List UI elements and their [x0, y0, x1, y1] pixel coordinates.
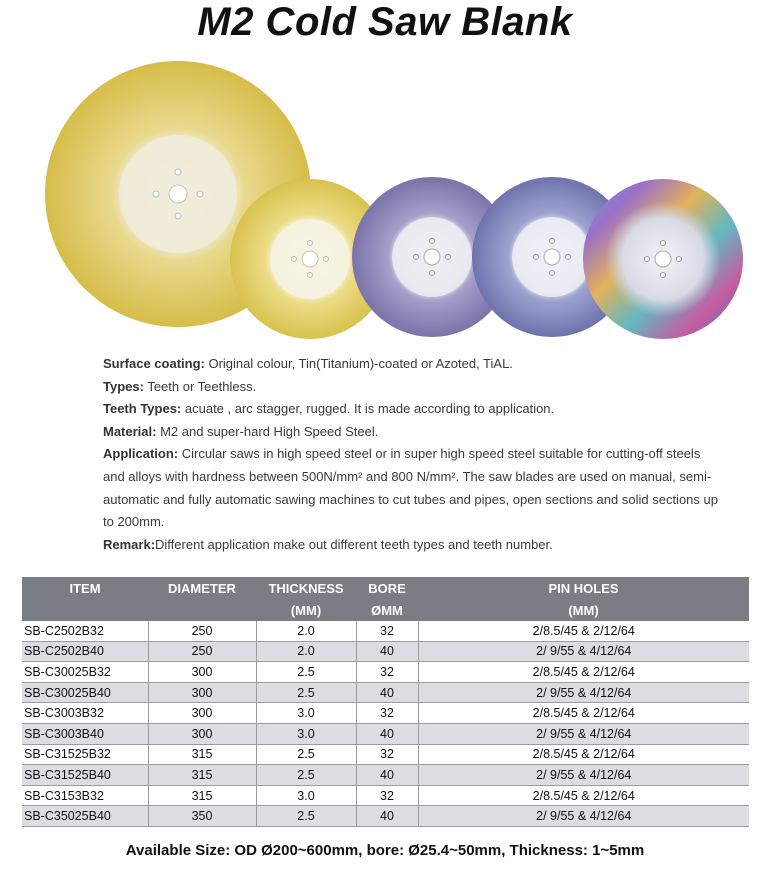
- thickness-cell: 2.5: [256, 682, 356, 703]
- available-size-note: Available Size: OD Ø200~600mm, bore: Ø25.4~50mm, Thickness: 1~5mm: [125, 842, 645, 859]
- item-cell: SB-C3153B32: [22, 785, 148, 806]
- bore-cell: 40: [356, 723, 418, 744]
- thickness-cell: 2.5: [256, 744, 356, 765]
- diameter-cell: 350: [148, 806, 256, 827]
- pin-holes-cell: 2/ 9/55 & 4/12/64: [418, 806, 749, 827]
- diameter-cell: 300: [148, 682, 256, 703]
- thickness-cell: 2.5: [256, 662, 356, 683]
- product-description: [103, 353, 723, 556]
- teeth-types-label: Teeth Types:: [103, 401, 182, 417]
- thickness-cell: 2.0: [256, 641, 356, 662]
- rainbow-blade: [583, 179, 743, 339]
- item-cell: SB-C31525B40: [22, 765, 148, 786]
- application-line: [103, 443, 723, 533]
- table-row: [22, 703, 749, 724]
- teeth-types-text: acuate , arc stagger, rugged. It is made according to application.: [181, 401, 555, 417]
- pin-holes-cell: 2/8.5/45 & 2/12/64: [418, 621, 749, 641]
- thickness-cell: 3.0: [256, 785, 356, 806]
- table-row: [22, 621, 749, 641]
- item-cell: SB-C3003B40: [22, 723, 148, 744]
- teeth-types-line: [103, 398, 723, 421]
- thickness-cell: 2.5: [256, 765, 356, 786]
- item-cell: SB-C35025B40: [22, 806, 148, 827]
- application-label: Application:: [103, 446, 179, 462]
- types-line: [103, 376, 723, 399]
- table-body: [22, 621, 749, 826]
- bore-cell: 32: [356, 662, 418, 683]
- bore-cell: 40: [356, 765, 418, 786]
- header-diameter: DIAMETER: [148, 577, 256, 599]
- surface-coating-text: Original colour, Tin(Titanium)-coated or Azoted, TiAL.: [204, 356, 513, 371]
- item-cell: SB-C2502B40: [22, 641, 148, 662]
- thickness-cell: 3.0: [256, 703, 356, 724]
- pin-holes-cell: 2/8.5/45 & 2/12/64: [418, 785, 749, 806]
- pin-holes-cell: 2/8.5/45 & 2/12/64: [418, 744, 749, 765]
- diameter-cell: 300: [148, 703, 256, 724]
- types-text: Teeth or Teethless.: [143, 378, 257, 394]
- thickness-cell: 2.5: [256, 806, 356, 827]
- pin-holes-cell: 2/ 9/55 & 4/12/64: [418, 723, 749, 744]
- diameter-cell: 315: [148, 765, 256, 786]
- table-header-row-2: [22, 599, 749, 621]
- pin-holes-cell: 2/ 9/55 & 4/12/64: [418, 765, 749, 786]
- bore-cell: 32: [356, 703, 418, 724]
- thickness-cell: 3.0: [256, 723, 356, 744]
- header-bore-unit: ØMM: [356, 599, 418, 621]
- diameter-cell: 315: [148, 785, 256, 806]
- item-cell: SB-C2502B32: [22, 621, 148, 641]
- item-cell: SB-C30025B40: [22, 682, 148, 703]
- specs-table: [22, 577, 749, 827]
- bore-cell: 32: [356, 621, 418, 641]
- material-text: M2 and super-hard High Speed Steel.: [156, 423, 379, 439]
- bore-cell: 32: [356, 785, 418, 806]
- header-thickness: THICKNESS: [256, 577, 356, 599]
- remark-text: Different application make out different teeth types and teeth number.: [155, 536, 553, 552]
- pin-holes-cell: 2/ 9/55 & 4/12/64: [418, 641, 749, 662]
- pin-holes-cell: 2/8.5/45 & 2/12/64: [418, 662, 749, 683]
- pin-holes-cell: 2/ 9/55 & 4/12/64: [418, 682, 749, 703]
- table-row: [22, 744, 749, 765]
- table-row: [22, 662, 749, 683]
- material-label: Material:: [103, 423, 157, 439]
- table-row: [22, 682, 749, 703]
- material-line: [103, 421, 723, 444]
- diameter-cell: 315: [148, 744, 256, 765]
- thickness-cell: 2.0: [256, 621, 356, 641]
- bore-cell: 40: [356, 682, 418, 703]
- item-cell: SB-C3003B32: [22, 703, 148, 724]
- header-item: ITEM: [22, 577, 148, 599]
- table-row: [22, 765, 749, 786]
- table-row: [22, 785, 749, 806]
- bore-cell: 32: [356, 744, 418, 765]
- remark-label: Remark:: [103, 536, 156, 552]
- diameter-cell: 300: [148, 662, 256, 683]
- remark-line: [103, 534, 723, 557]
- header-pin-holes: PIN HOLES: [418, 577, 749, 599]
- diameter-cell: 250: [148, 621, 256, 641]
- item-cell: SB-C31525B32: [22, 744, 148, 765]
- table-row: [22, 723, 749, 744]
- surface-coating-label: Surface coating:: [103, 356, 205, 371]
- bore-cell: 40: [356, 641, 418, 662]
- types-label: Types:: [103, 378, 144, 394]
- bore-cell: 40: [356, 806, 418, 827]
- pin-holes-cell: 2/8.5/45 & 2/12/64: [418, 703, 749, 724]
- header-item-unit: [22, 599, 148, 621]
- header-bore: BORE: [356, 577, 418, 599]
- application-text: Circular saws in high speed steel or in super high speed steel suitable for cutting-off steels and alloys with hardness between 500N/mm² and 800 N/mm². The saw blades are used on manual, semi-automatic and fully automatic sawing machines to cut tubes and pipes, open sections and solid sections up to 200mm.: [103, 446, 718, 530]
- surface-coating-line: [103, 353, 723, 376]
- table-row: [22, 641, 749, 662]
- page-title: M2 Cold Saw Blank: [197, 0, 573, 44]
- saw-blades-image: [0, 60, 770, 360]
- diameter-cell: 300: [148, 723, 256, 744]
- table-header-row-1: [22, 577, 749, 599]
- header-diameter-unit: [148, 599, 256, 621]
- header-thickness-unit: (MM): [256, 599, 356, 621]
- diameter-cell: 250: [148, 641, 256, 662]
- item-cell: SB-C30025B32: [22, 662, 148, 683]
- table-row: [22, 806, 749, 827]
- header-pin-holes-unit: (MM): [418, 599, 749, 621]
